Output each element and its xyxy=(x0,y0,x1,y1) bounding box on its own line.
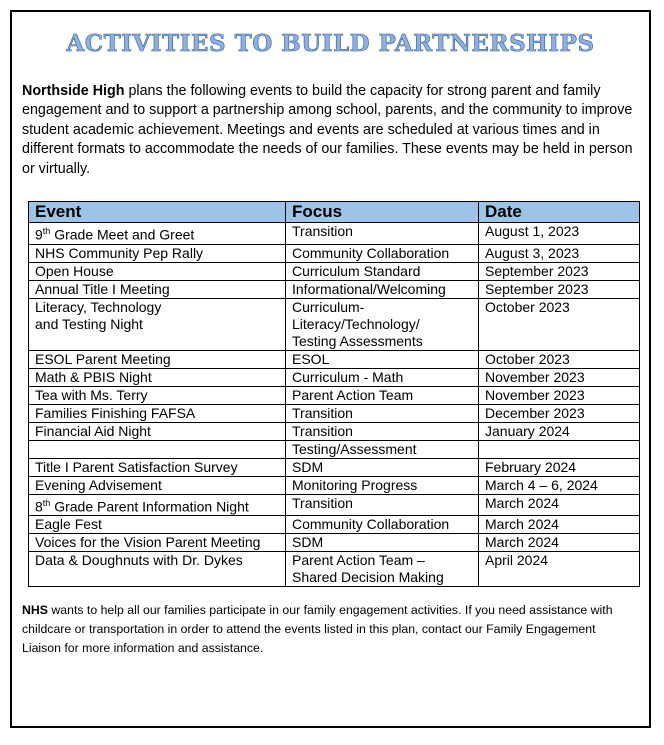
table-row xyxy=(29,552,640,587)
cell-date: March 2024 xyxy=(479,494,640,516)
cell-date: November 2023 xyxy=(479,386,640,404)
table-row xyxy=(29,350,640,368)
table-row xyxy=(29,404,640,422)
cell-date: November 2023 xyxy=(479,368,640,386)
cell-event: Title I Parent Satisfaction Survey xyxy=(29,458,286,476)
footer-school-name: NHS xyxy=(22,603,48,617)
cell-event: Data & Doughnuts with Dr. Dykes xyxy=(29,552,286,587)
document-frame xyxy=(10,10,651,728)
cell-date: December 2023 xyxy=(479,404,640,422)
header-date: Date xyxy=(479,202,640,223)
cell-date: February 2024 xyxy=(479,458,640,476)
cell-date: September 2023 xyxy=(479,280,640,298)
cell-event: Financial Aid Night xyxy=(29,422,286,440)
cell-focus: Transition xyxy=(286,494,479,516)
table-row xyxy=(29,422,640,440)
table-header-row xyxy=(29,202,640,223)
cell-event: Eagle Fest xyxy=(29,516,286,534)
cell-focus: Transition xyxy=(286,223,479,245)
cell-event: Evening Advisement xyxy=(29,476,286,494)
cell-date xyxy=(479,440,640,458)
cell-event xyxy=(29,440,286,458)
cell-date: March 2024 xyxy=(479,516,640,534)
cell-focus: Testing/Assessment xyxy=(286,440,479,458)
events-table xyxy=(28,201,640,587)
intro-text: plans the following events to build the capacity for strong parent and family engagement and to support a partnership among school, parents, and the community to improve student academic achievement. Meetings and events are scheduled at various times and in different formats to accommodate the needs of our families. These events may be held in person or virtually. xyxy=(22,83,633,177)
cell-event: Voices for the Vision Parent Meeting xyxy=(29,534,286,552)
cell-event: Tea with Ms. Terry xyxy=(29,386,286,404)
table-row xyxy=(29,298,640,350)
cell-focus: Transition xyxy=(286,422,479,440)
cell-event: ESOL Parent Meeting xyxy=(29,350,286,368)
cell-date: March 4 – 6, 2024 xyxy=(479,476,640,494)
cell-date: August 1, 2023 xyxy=(479,223,640,245)
table-row xyxy=(29,458,640,476)
cell-date: April 2024 xyxy=(479,552,640,587)
cell-focus: SDM xyxy=(286,458,479,476)
table-row xyxy=(29,494,640,516)
cell-event: Annual Title I Meeting xyxy=(29,280,286,298)
table-row xyxy=(29,280,640,298)
table-row xyxy=(29,534,640,552)
cell-focus: Community Collaboration xyxy=(286,244,479,262)
table-row xyxy=(29,223,640,245)
table-row xyxy=(29,440,640,458)
cell-event: Math & PBIS Night xyxy=(29,368,286,386)
cell-focus: Monitoring Progress xyxy=(286,476,479,494)
footer-text: wants to help all our families participate in our family engagement activities. If you need assistance with childcare or transportation in order to attend the events listed in this plan, contact our Family Engagement Liaison for more information and assistance. xyxy=(22,603,613,655)
cell-event: Open House xyxy=(29,262,286,280)
cell-focus: Parent Action Team xyxy=(286,386,479,404)
cell-date: October 2023 xyxy=(479,350,640,368)
table-row xyxy=(29,262,640,280)
intro-school-name: Northside High xyxy=(22,83,125,99)
footer-paragraph xyxy=(22,601,637,658)
table-row xyxy=(29,476,640,494)
cell-focus: Community Collaboration xyxy=(286,516,479,534)
cell-focus: Curriculum Standard xyxy=(286,262,479,280)
cell-focus: Parent Action Team – Shared Decision Making xyxy=(286,552,479,587)
cell-date: August 3, 2023 xyxy=(479,244,640,262)
cell-date: March 2024 xyxy=(479,534,640,552)
intro-paragraph xyxy=(22,82,642,179)
table-row xyxy=(29,516,640,534)
cell-event: Literacy, Technology and Testing Night xyxy=(29,298,286,350)
cell-event: 8th Grade Parent Information Night xyxy=(29,494,286,516)
header-event: Event xyxy=(29,202,286,223)
cell-event: Families Finishing FAFSA xyxy=(29,404,286,422)
cell-focus: SDM xyxy=(286,534,479,552)
table-row xyxy=(29,244,640,262)
page-title: ACTIVITIES TO BUILD PARTNERSHIPS xyxy=(66,30,595,57)
cell-event: 9th Grade Meet and Greet xyxy=(29,223,286,245)
cell-focus: Curriculum - Math xyxy=(286,368,479,386)
cell-focus: Curriculum- Literacy/Technology/ Testing Assessments xyxy=(286,298,479,350)
cell-focus: Informational/Welcoming xyxy=(286,280,479,298)
cell-focus: Transition xyxy=(286,404,479,422)
cell-event: NHS Community Pep Rally xyxy=(29,244,286,262)
table-row xyxy=(29,386,640,404)
header-focus: Focus xyxy=(286,202,479,223)
table-row xyxy=(29,368,640,386)
cell-focus: ESOL xyxy=(286,350,479,368)
cell-date: October 2023 xyxy=(479,298,640,350)
cell-date: September 2023 xyxy=(479,262,640,280)
cell-date: January 2024 xyxy=(479,422,640,440)
